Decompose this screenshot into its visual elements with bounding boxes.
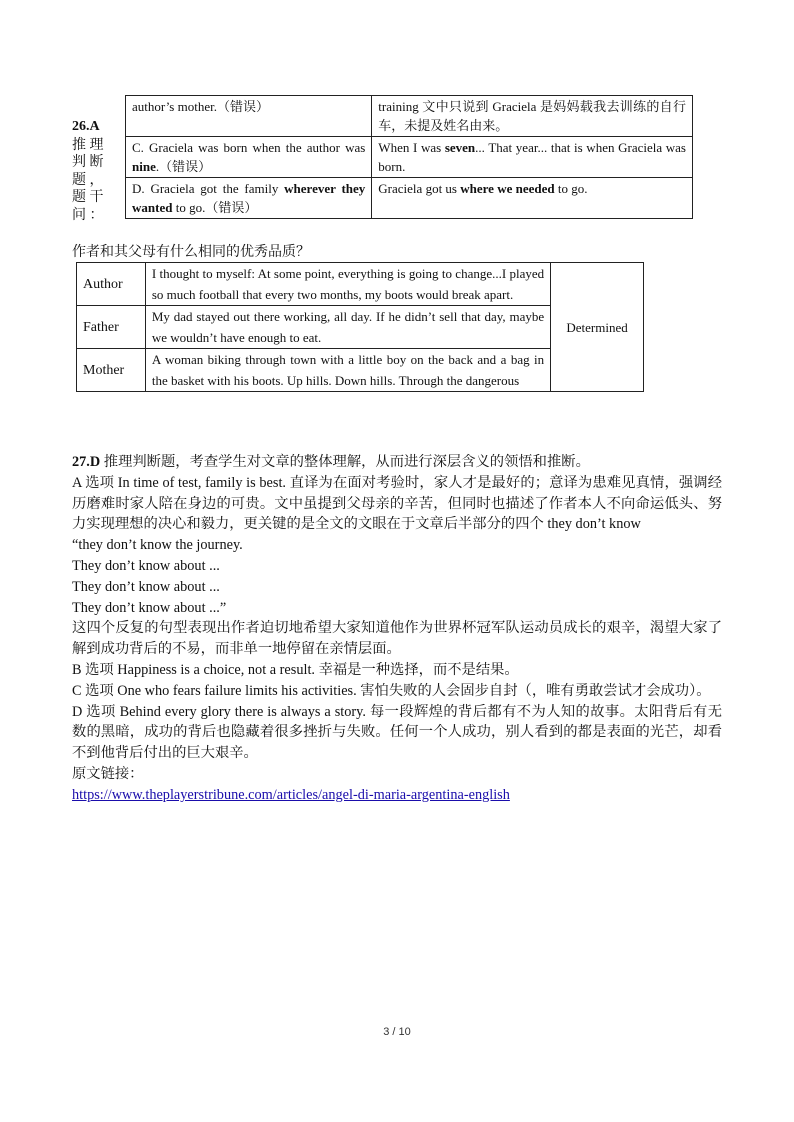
option-cell xyxy=(126,137,372,178)
q27-option-c: C 选项 One who fears failure limits his activities. 害怕失败的人会固步自封（，唯有勇敢尝试才会成功）。 xyxy=(72,682,711,699)
role-cell: Author xyxy=(77,263,146,306)
option-text: D. Graciela got the family xyxy=(132,181,285,196)
question-line: 作者和其父母有什么相同的优秀品质？ xyxy=(72,245,310,260)
evidence-bold-text: seven xyxy=(444,140,476,155)
q27-quote-line: They don’t know about ... xyxy=(72,557,220,574)
q26-answer-number: 26.A xyxy=(72,119,100,134)
q27-intro: 推理判断题，考查学生对文章的整体理解，从而进行深层含义的领悟和推断。 xyxy=(100,454,590,470)
q26-label-char: 理 xyxy=(89,137,104,153)
source-link-line xyxy=(72,785,722,806)
page-number: 3 / 10 xyxy=(383,1026,411,1038)
q27-option-b: B 选项 Happiness is a choice, not a result. 幸福是一种选择，而不是结果。 xyxy=(72,661,519,678)
evidence-cell xyxy=(372,96,693,137)
q27-quote-line: They don’t know about ...” xyxy=(72,599,227,616)
description-cell: A woman biking through town with a little boy on the back and a bag in the basket with his boots. Up hills. Down hills. Through the dangerous xyxy=(145,349,550,392)
role-cell: Mother xyxy=(77,349,146,392)
q26-label-char: 断 xyxy=(89,155,104,170)
option-cell xyxy=(126,96,372,137)
evidence-text: Graciela got us xyxy=(378,181,461,196)
q27-option-a: A 选项 In time of test, family is best. 直译为在面对考验时，家人才是最好的；意译为患难见真情，强调经历磨难时家人陪在身边的可贵。文中虽提到父母亲的辛苦，但同时也描述了作者本人不向命运低头、努力实现理想的决心和毅力，更关键的是全文的文眼在于文章后半部分的四个 they don’t know xyxy=(72,474,722,533)
source-link[interactable]: https://www.theplayerstribune.com/articles/angel-di-maria-argentina-english xyxy=(72,786,510,803)
table-row xyxy=(126,178,693,219)
table-row xyxy=(77,263,644,306)
evidence-text: training 文中只说到 Graciela 是妈妈载我去训练的自行车，未提及姓名由来。 xyxy=(378,99,686,133)
q26-label-char: 干 xyxy=(89,190,104,205)
evidence-text: ... That year... that is when Graciela was born. xyxy=(378,140,686,174)
role-cell: Father xyxy=(77,306,146,349)
q26-label-chars xyxy=(72,137,112,225)
q26-label-char: 题 xyxy=(72,172,86,188)
option-text: author’s mother.（错误） xyxy=(132,99,269,114)
q27-explanation: 这四个反复的句型表现出作者迫切地希望大家知道他作为世界杯冠军队运动员成长的艰辛，渴望大家了解到成功背后的不易，而非单一地停留在亲情层面。 xyxy=(72,620,722,658)
evidence-bold-text: where we needed xyxy=(460,181,555,196)
q27-answer-number: 27.D xyxy=(72,454,101,470)
description-cell: I thought to myself: At some point, everything is going to change...I played so much football that every two months, my boots would break apart. xyxy=(145,263,550,306)
table-row xyxy=(126,137,693,178)
table-row xyxy=(126,96,693,137)
source-label: 原文链接： xyxy=(72,765,144,782)
evidence-cell xyxy=(372,137,693,178)
q26-label-char: 推 xyxy=(72,137,86,153)
evidence-text: to go. xyxy=(554,181,588,196)
q26-label-char: ， xyxy=(89,172,104,188)
quality-cell: Determined xyxy=(551,263,644,392)
q27-heading xyxy=(72,452,722,473)
description-cell: My dad stayed out there working, all day. If he didn’t sell that day, maybe we wouldn’t have enough to eat. xyxy=(145,306,550,349)
q26-label-char: ： xyxy=(89,207,104,223)
option-bold-text: nine xyxy=(132,159,156,174)
q27-section xyxy=(72,452,722,806)
option-bold-text: wherever they wanted xyxy=(132,181,366,215)
evidence-text: When I was xyxy=(378,140,445,155)
q26-options-table xyxy=(125,95,693,219)
q26-label-char: 题 xyxy=(72,190,86,205)
q27-option-d: D 选项 Behind every glory there is always a story. 每一段辉煌的背后都有不为人知的故事。太阳背后有无数的黑暗，成功的背后也隐藏着很多挫折与失败。任何一个人成功，别人看到的都是表面的光芒，却看不到他背后付出的巨大艰辛。 xyxy=(72,703,722,762)
option-text: .（错误） xyxy=(155,159,212,174)
option-text: C. Graciela was born when the author was xyxy=(132,140,366,155)
q27-quote-line: “they don’t know the journey. xyxy=(72,537,243,554)
q26-label-char: 问 xyxy=(72,207,86,223)
evidence-cell xyxy=(372,178,693,219)
qualities-table xyxy=(76,262,644,392)
q27-quote-line: They don’t know about ... xyxy=(72,578,220,595)
q26-label xyxy=(72,118,122,224)
q26-label-char: 判 xyxy=(72,155,86,170)
option-cell xyxy=(126,178,372,219)
option-text: to go.（错误） xyxy=(172,200,258,215)
